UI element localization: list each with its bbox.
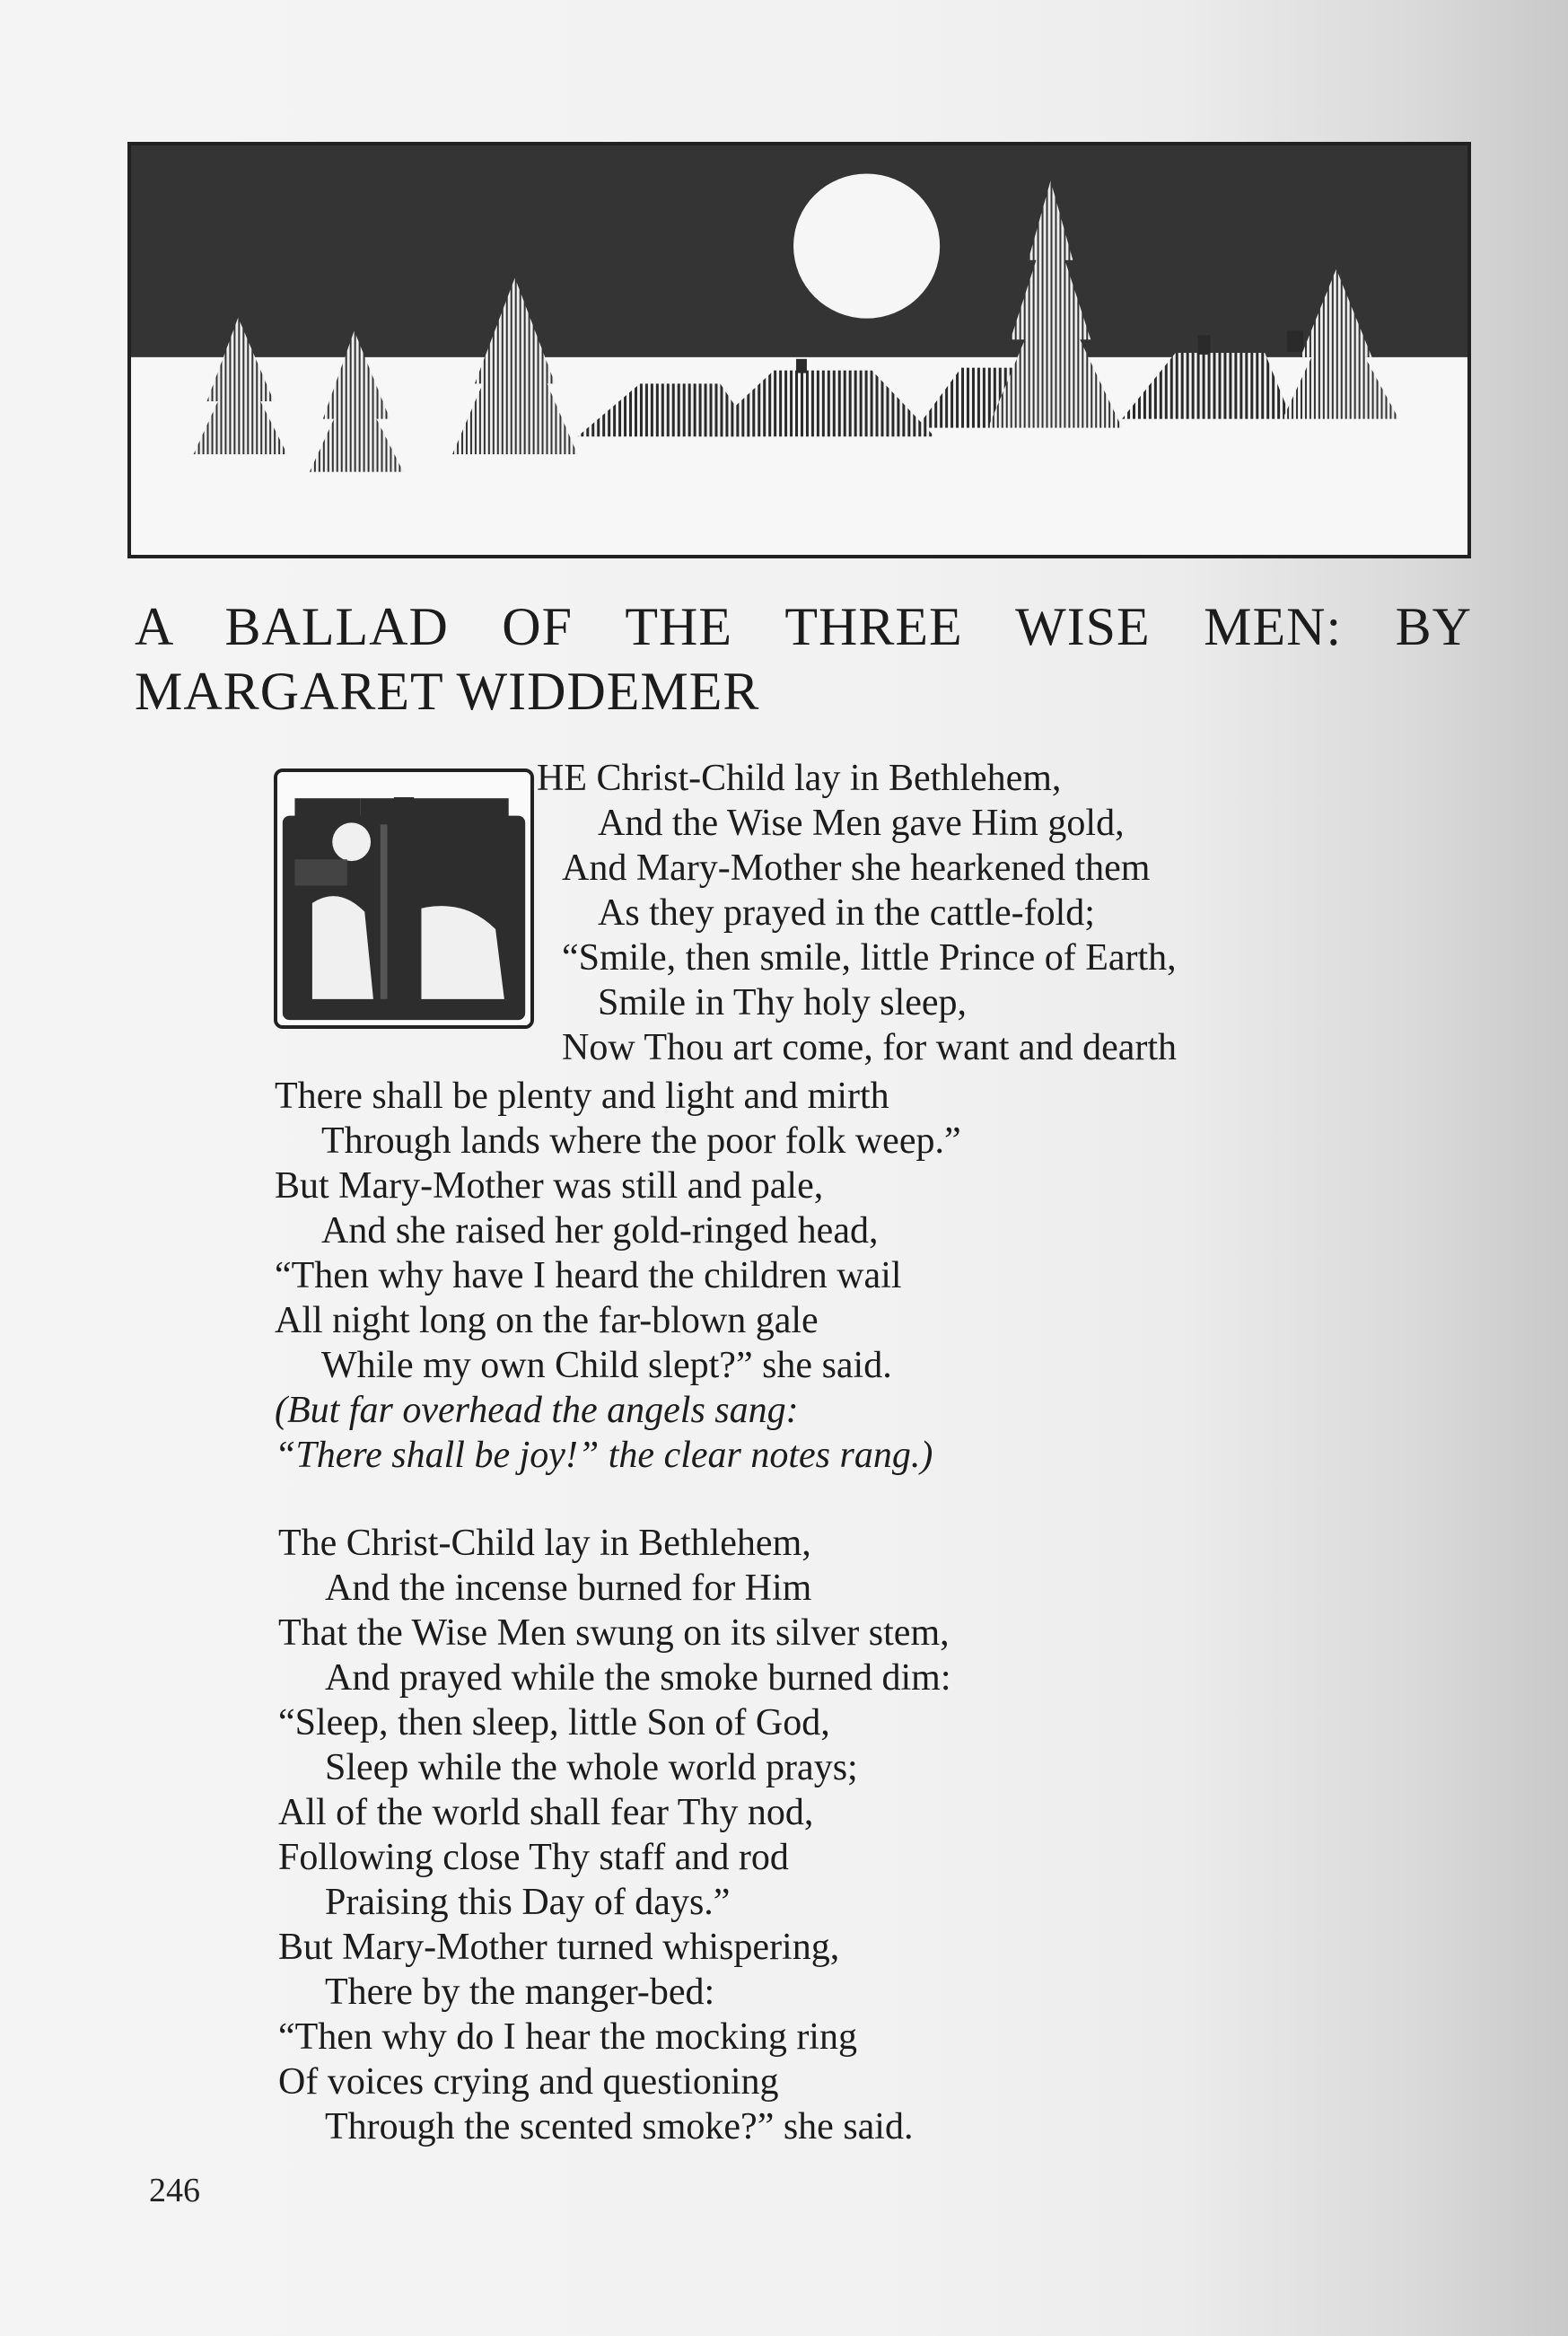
poem-line: HE Christ-Child lay in Bethlehem, [537,758,1062,799]
poem-line: All of the world shall fear Thy nod, [278,1792,814,1833]
poem-line: Now Thou art come, for want and dearth [562,1027,1178,1068]
dropcap-illustration [274,768,534,1029]
poem-line: Through the scented smoke?” she said. [325,2106,914,2147]
header-illustration [127,142,1471,558]
poem-line: There shall be plenty and light and mirth [275,1076,889,1117]
poem-line: There by the manger-bed: [325,1972,715,2013]
poem-line: Of voices crying and questioning [278,2061,779,2103]
stanza-1-opening [537,756,1177,1070]
poem-line: And she raised her gold-ringed head, [321,1210,879,1251]
poem-title [135,594,1481,724]
poem-line-italic: “There shall be joy!” the clear notes rang.) [275,1435,933,1476]
poem-line: As they prayed in the cattle-fold; [598,892,1095,934]
poem-line: And Mary-Mother she hearkened them [562,847,1151,889]
page-number: 246 [149,2172,200,2209]
title-line-2: MARGARET WIDDEMER [135,662,760,721]
poem-line: “Then why do I hear the mocking ring [278,2016,857,2058]
poem-line: The Christ-Child lay in Bethlehem, [278,1523,811,1564]
stanza-2 [278,1521,951,2149]
poem-line: “Sleep, then sleep, little Son of God, [278,1702,830,1743]
poem-line-italic: (But far overhead the angels sang: [275,1390,799,1431]
moon [793,173,940,318]
poem-line: That the Wise Men swung on its silver stem, [278,1612,950,1654]
poem-line: And the incense burned for Him [325,1568,812,1609]
poem-line: While my own Child slept?” she said. [321,1345,892,1386]
poem-line: Through lands where the poor folk weep.” [321,1120,961,1162]
poem-line: “Then why have I heard the children wail [275,1255,902,1296]
stanza-1-continued [275,1074,961,1478]
poem-line: But Mary-Mother was still and pale, [275,1165,824,1207]
title-line-1: A BALLAD OF THE THREE WISE MEN: BY [135,597,1472,656]
poem-line: And prayed while the smoke burned dim: [325,1657,951,1699]
poem-line: Smile in Thy holy sleep, [598,982,968,1023]
snowy-village-woodcut [131,145,1467,555]
poem-line: Following close Thy staff and rod [278,1837,789,1878]
poem-line: “Smile, then smile, little Prince of Earth, [562,937,1177,979]
poem-line: Sleep while the whole world prays; [325,1747,858,1788]
poem-line: And the Wise Men gave Him gold, [598,803,1125,844]
poem-line: Praising this Day of days.” [325,1882,731,1923]
poem-line: All night long on the far-blown gale [275,1300,819,1341]
dropcap-letter: T [393,789,415,829]
poem-line: But Mary-Mother turned whispering, [278,1927,840,1968]
dropcap-letter-t-image [277,772,530,1025]
